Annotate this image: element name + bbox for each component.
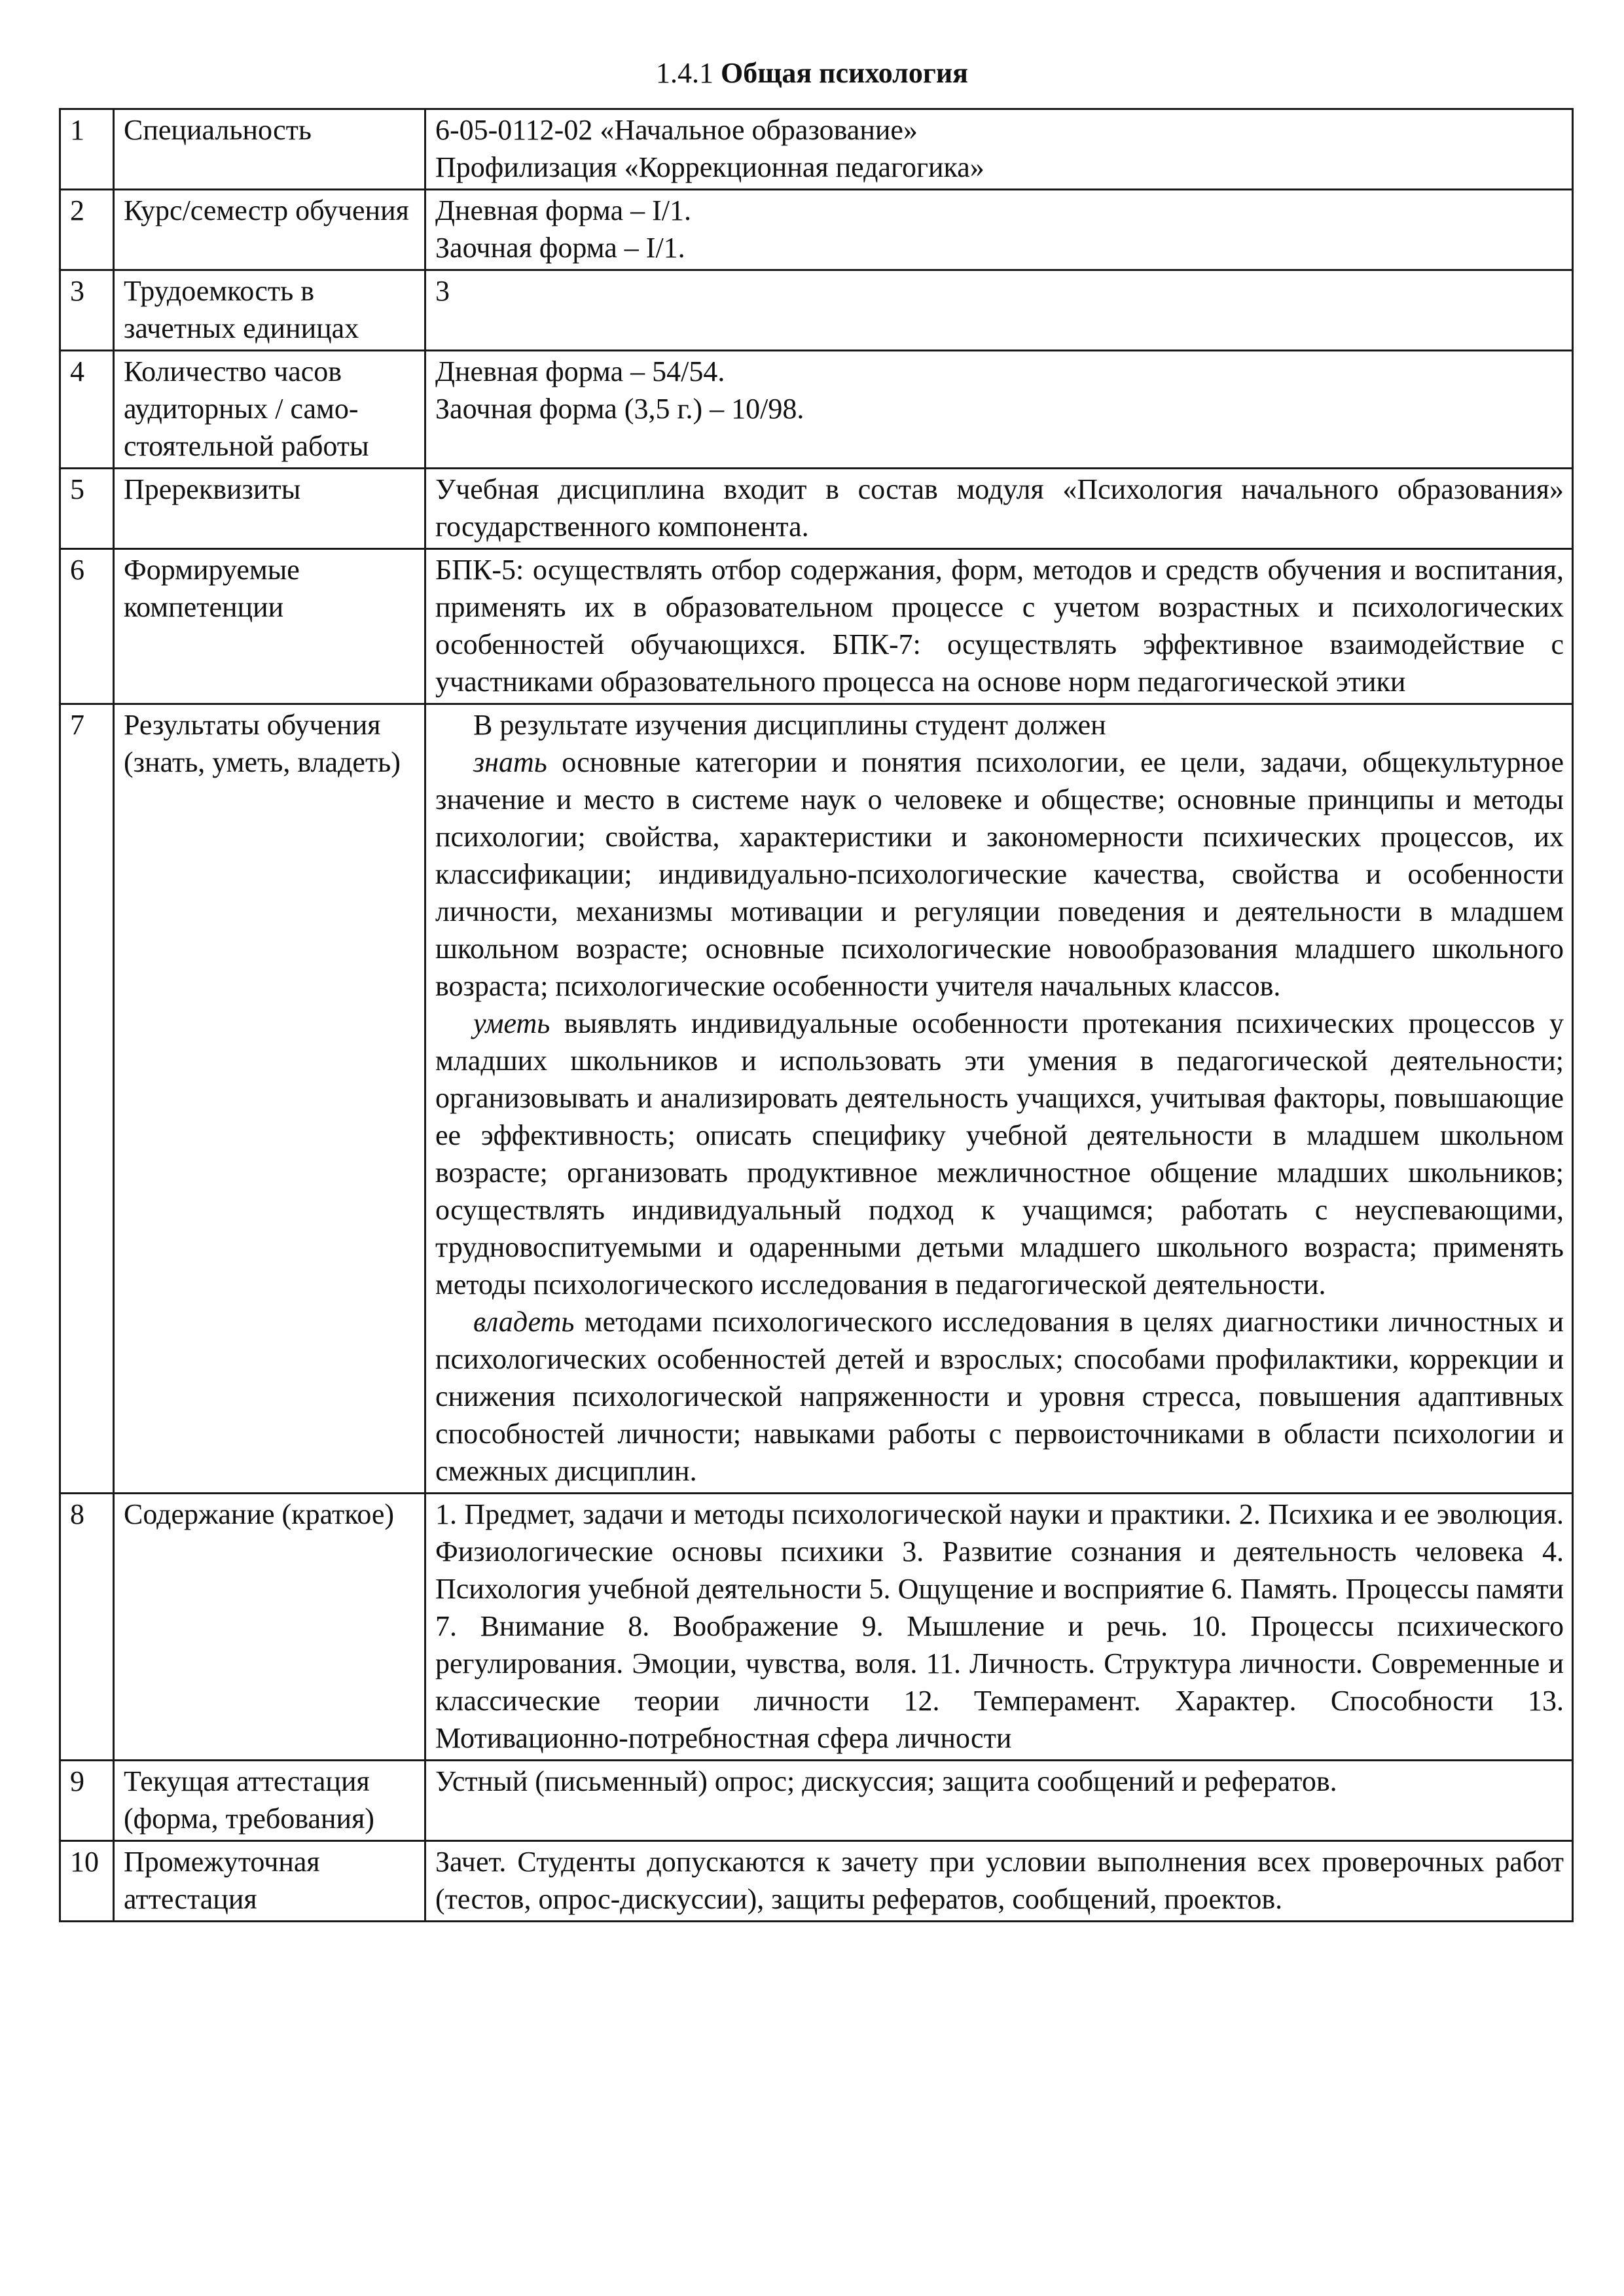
value-line: Заочная форма – I/1. xyxy=(435,232,685,264)
row-value: Зачет. Студенты допускаются к зачету при условии выполнения всех проверочных работ (тестов, опрос-дискуссии), защиты рефератов, сообщений, проектов. xyxy=(425,1841,1573,1922)
value-line: Профилизация «Коррекционная педагогика» xyxy=(435,151,984,183)
value-line: 6-05-0112-02 «Начальное образование» xyxy=(435,114,918,146)
table-row xyxy=(60,351,1573,469)
table-row xyxy=(60,270,1573,351)
row-number: 1 xyxy=(60,109,114,190)
row-value: Устный (письменный) опрос; дискуссия; защита сообщений и рефератов. xyxy=(425,1761,1573,1841)
row-number: 5 xyxy=(60,469,114,549)
row-number: 2 xyxy=(60,190,114,270)
row-value: БПК-5: осуществлять отбор содержания, форм, методов и средств обучения и воспитания, применять их в образовательном процессе с учетом возрастных и психологических особенностей обучающихся. БПК-7: осуществлять эффективное взаимодействие с участниками образовательного процесса на основе норм педагогической этики xyxy=(425,549,1573,704)
outcome-term: уметь xyxy=(473,1007,550,1039)
row-label: Результаты обучения (знать, уметь, владеть) xyxy=(114,704,425,1494)
row-value xyxy=(425,351,1573,469)
row-number: 6 xyxy=(60,549,114,704)
row-number: 7 xyxy=(60,704,114,1494)
row-number: 9 xyxy=(60,1761,114,1841)
value-line: Заочная форма (3,5 г.) – 10/98. xyxy=(435,393,804,425)
table-row xyxy=(60,549,1573,704)
row-label: Содержание (краткое) xyxy=(114,1494,425,1761)
outcome-text: основные категории и понятия психологии, ее цели, задачи, общекультурное значение и место в системе наук о человеке и обществе; основные принципы и методы психологии; свойства, характеристики и закономерности психических процессов, их классификации; индивидуально-психологические качества, свойства и особенности личности, механизмы мотивации и регуляции поведения и деятельности в младшем школьном возрасте; основные психологические новообразования младшего школьного возраста; психологические особенности учителя начальных классов. xyxy=(435,746,1564,1002)
row-number: 10 xyxy=(60,1841,114,1922)
outcome-own xyxy=(435,1303,1564,1490)
syllabus-table xyxy=(59,108,1574,1922)
row-label: Промежуточная аттестация xyxy=(114,1841,425,1922)
learning-outcomes xyxy=(425,704,1573,1494)
value-line: Дневная форма – I/1. xyxy=(435,194,691,226)
value-line: Дневная форма – 54/54. xyxy=(435,355,725,387)
row-number: 4 xyxy=(60,351,114,469)
section-title: Общая психология xyxy=(721,57,968,89)
value-line: 3 xyxy=(435,275,450,307)
outcome-know xyxy=(435,744,1564,1005)
table-row xyxy=(60,1761,1573,1841)
outcomes-intro: В результате изучения дисциплины студент должен xyxy=(473,709,1106,741)
row-label: Пререквизиты xyxy=(114,469,425,549)
row-label: Специальность xyxy=(114,109,425,190)
row-value xyxy=(425,190,1573,270)
table-row xyxy=(60,109,1573,190)
row-label: Текущая аттестация (форма, требования) xyxy=(114,1761,425,1841)
row-label: Курс/семестр обучения xyxy=(114,190,425,270)
table-row xyxy=(60,469,1573,549)
outcome-text: выявлять индивидуальные особенности протекания психических процессов у младших школьников и использовать эти умения в педагогической деятельности; организовывать и анализировать деятельность учащихся, учитывая факторы, повышающие ее эффективность; описать специфику учебной деятельности в младшем школьном возрасте; организовать продуктивное межличностное общение младших школьников; осуществлять индивидуальный подход к учащимся; работать с неуспевающими, трудновоспитуемыми и одаренными детьми младшего школьного возраста; применять методы психологического исследования в педагогической деятельности. xyxy=(435,1007,1564,1300)
row-value xyxy=(425,109,1573,190)
section-heading xyxy=(0,52,1624,94)
row-label: Формируемые компетенции xyxy=(114,549,425,704)
section-number: 1.4.1 xyxy=(656,57,713,89)
row-number: 8 xyxy=(60,1494,114,1761)
row-label: Количество часов аудиторных / само-стоятельной работы xyxy=(114,351,425,469)
outcome-term: знать xyxy=(473,746,547,778)
table-row xyxy=(60,1494,1573,1761)
row-value: 1. Предмет, задачи и методы психологической науки и практики. 2. Психика и ее эволюция. Физиологические основы психики 3. Развитие сознания и деятельность человека 4. Психология учебной деятельности 5. Ощущение и восприятие 6. Память. Процессы памяти 7. Внимание 8. Воображение 9. Мышление и речь. 10. Процессы психического регулирования. Эмоции, чувства, воля. 11. Личность. Структура личности. Современные и классические теории личности 12. Темперамент. Характер. Способности 13. Мотивационно-потребностная сфера личности xyxy=(425,1494,1573,1761)
row-value xyxy=(425,270,1573,351)
table-row xyxy=(60,190,1573,270)
outcome-text: методами психологического исследования в целях диагностики личностных и психологических особенностей детей и взрослых; способами профилактики, коррекции и снижения психологической напряженности и уровня стресса, повышения адаптивных способностей личности; навыками работы с первоисточниками в области психологии и смежных дисциплин. xyxy=(435,1306,1564,1487)
table-row xyxy=(60,1841,1573,1922)
row-label: Трудоемкость в зачетных единицах xyxy=(114,270,425,351)
row-number: 3 xyxy=(60,270,114,351)
outcome-can xyxy=(435,1005,1564,1303)
row-value: Учебная дисциплина входит в состав модуля «Психология начального образования» государственного компонента. xyxy=(425,469,1573,549)
table-row xyxy=(60,704,1573,1494)
outcome-term: владеть xyxy=(473,1306,575,1338)
